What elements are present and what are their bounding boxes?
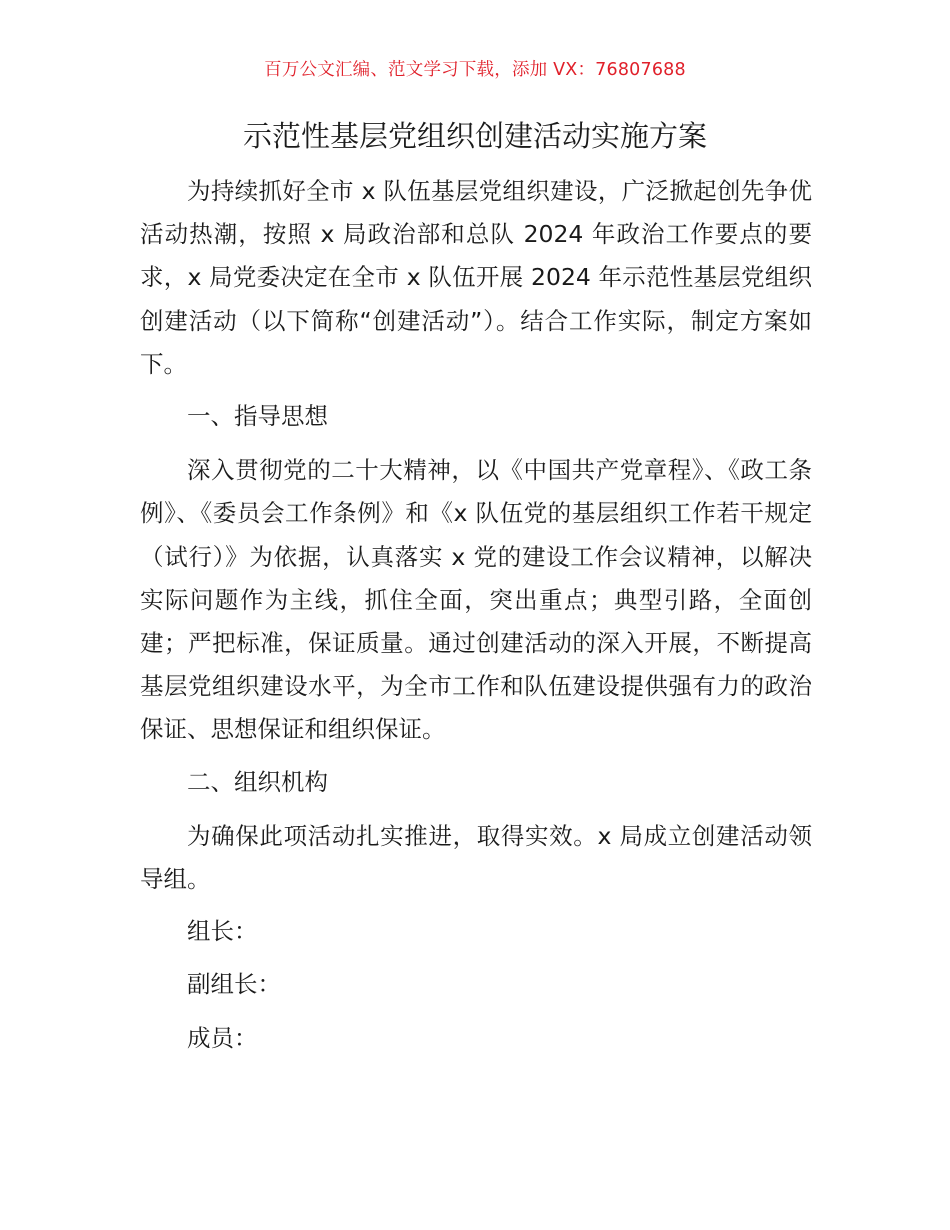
leader-field-label: 组长：: [187, 917, 258, 946]
organization-paragraph: 为确保此项活动扎实推进，取得实效。x 局成立创建活动领导组。: [140, 821, 812, 894]
section-heading-guiding-ideology: 一、指导思想: [187, 402, 328, 431]
deputy-leader-field-label: 副组长：: [187, 970, 281, 999]
members-field-label: 成员：: [187, 1023, 258, 1052]
section-heading-organization: 二、组织机构: [187, 767, 328, 796]
document-body: [140, 170, 812, 1070]
document-title: 示范性基层党组织创建活动实施方案: [242, 119, 707, 153]
watermark-header: 百万公文汇编、范文学习下载，添加 VX：76807688: [264, 60, 686, 80]
intro-paragraph: 为持续抓好全市 x 队伍基层党组织建设，广泛掀起创先争优活动热潮，按照 x 局政治部和总队 2024 年政治工作要点的要求，x 局党委决定在全市 x 队伍开展 2024 年示范性基层党组织创建活动（以下简称“创建活动”）。结合工作实际，制定方案如下。: [140, 177, 812, 378]
guiding-ideology-paragraph: 深入贯彻党的二十大精神，以《中国共产党章程》、《政工条例》、《委员会工作条例》和《x 队伍党的基层组织工作若干规定（试行）》为依据，认真落实 x 党的建设工作会议精神，以解决实际问题作为主线，抓住全面，突出重点；典型引路，全面创建；严把标准，保证质量。通过创建活动的深入开展，不断提高基层党组织建设水平，为全市工作和队伍建设提供强有力的政治保证、思想保证和组织保证。: [140, 456, 812, 744]
